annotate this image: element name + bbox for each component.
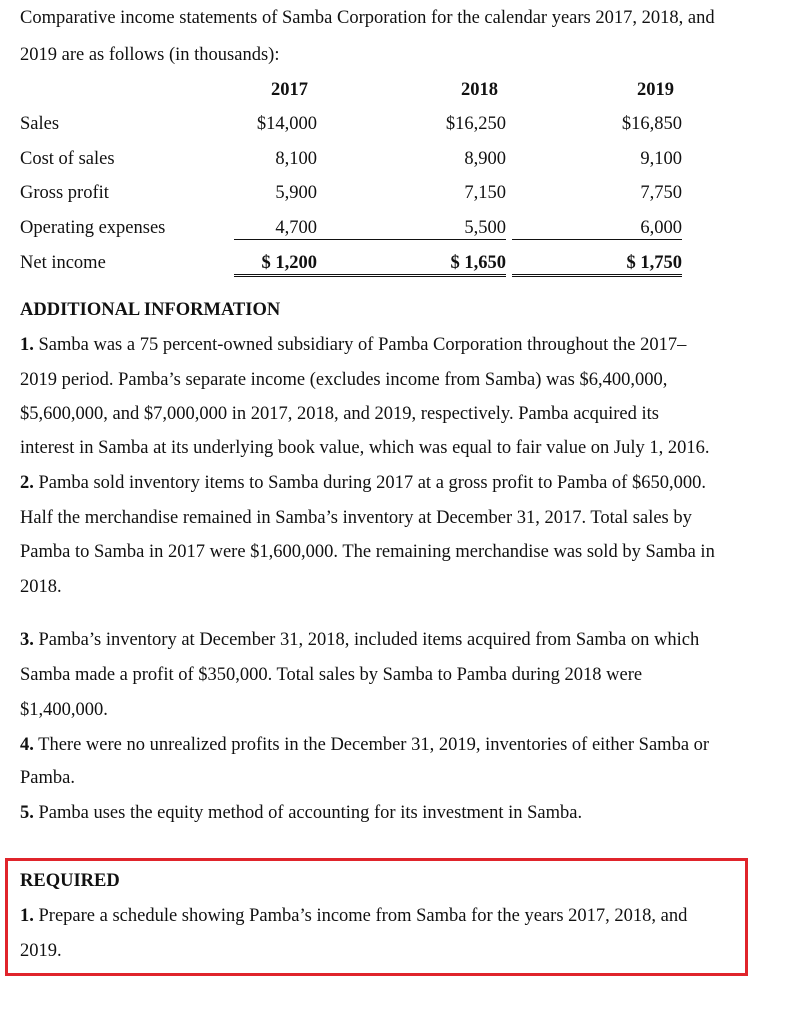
table-cell: 7,150 xyxy=(464,183,506,203)
row-label-operating-expenses: Operating expenses xyxy=(20,218,166,238)
total-value: $ 1,750 xyxy=(512,253,682,277)
required-line-2: 2019. xyxy=(20,941,62,961)
item-3-line-3: $1,400,000. xyxy=(20,700,108,720)
row-label-sales: Sales xyxy=(20,114,60,134)
row-label-cost-of-sales: Cost of sales xyxy=(20,149,115,169)
item-2-line-3: Pamba to Samba in 2017 were $1,600,000. The remaining merchandise was sold by Samba in xyxy=(20,542,715,562)
item-1-line-3: $5,600,000, and $7,000,000 in 2017, 2018, and 2019, respectively. Pamba acquired its xyxy=(20,404,659,424)
total-value: $ 1,200 xyxy=(234,253,317,277)
underlined-value: 6,000 xyxy=(512,218,682,240)
intro-line-2: 2019 are as follows (in thousands): xyxy=(20,45,280,65)
table-cell xyxy=(512,253,682,277)
row-label-gross-profit: Gross profit xyxy=(20,183,109,203)
item-3-line-2: Samba made a profit of $350,000. Total sales by Samba to Pamba during 2018 were xyxy=(20,665,643,685)
item-3-line-1 xyxy=(20,630,699,651)
item-2-line-2: Half the merchandise remained in Samba’s inventory at December 31, 2017. Total sales by xyxy=(20,508,692,528)
item-number: 5. xyxy=(20,803,34,823)
table-cell: 7,750 xyxy=(640,183,682,203)
item-4-line-2: Pamba. xyxy=(20,768,75,788)
item-1-line-1 xyxy=(20,335,686,356)
underlined-value: 5,500 xyxy=(242,218,506,240)
item-text: Pamba uses the equity method of accounting for its investment in Samba. xyxy=(38,803,583,823)
item-number: 2. xyxy=(20,473,34,493)
underlined-value: 4,700 xyxy=(234,218,317,240)
table-cell: $14,000 xyxy=(256,114,317,134)
item-4-line-1 xyxy=(20,735,709,756)
year-header-2019: 2019 xyxy=(637,80,674,100)
item-text: There were no unrealized profits in the December 31, 2019, inventories of either Samba or xyxy=(38,735,710,755)
table-cell xyxy=(242,218,506,240)
item-text: Pamba sold inventory items to Samba during 2017 at a gross profit to Pamba of $650,000. xyxy=(38,473,706,493)
year-header-2018: 2018 xyxy=(461,80,498,100)
year-header-2017: 2017 xyxy=(271,80,308,100)
item-1-line-4: interest in Samba at its underlying book value, which was equal to fair value on July 1, 2016. xyxy=(20,438,710,458)
table-cell: 8,100 xyxy=(275,149,317,169)
row-label-net-income: Net income xyxy=(20,253,106,273)
intro-line-1: Comparative income statements of Samba Corporation for the calendar years 2017, 2018, and xyxy=(20,8,715,28)
required-heading: REQUIRED xyxy=(20,871,120,891)
item-number: 4. xyxy=(20,735,34,755)
table-cell: 9,100 xyxy=(640,149,682,169)
item-number: 1. xyxy=(20,335,34,355)
item-2-line-4: 2018. xyxy=(20,577,62,597)
item-number: 3. xyxy=(20,630,34,650)
required-line-1 xyxy=(20,906,687,927)
table-cell xyxy=(512,218,682,240)
table-cell: 8,900 xyxy=(464,149,506,169)
item-1-line-2: 2019 period. Pamba’s separate income (excludes income from Samba) was $6,400,000, xyxy=(20,370,668,390)
table-cell xyxy=(242,253,506,277)
total-value: $ 1,650 xyxy=(242,253,506,277)
item-text: Pamba’s inventory at December 31, 2018, included items acquired from Samba on which xyxy=(38,630,700,650)
table-cell: $16,850 xyxy=(621,114,682,134)
item-5-line-1 xyxy=(20,803,582,824)
table-cell: 5,900 xyxy=(275,183,317,203)
required-number: 1. xyxy=(20,906,34,926)
additional-heading: ADDITIONAL INFORMATION xyxy=(20,300,281,320)
required-text: Prepare a schedule showing Pamba’s income from Samba for the years 2017, 2018, and xyxy=(38,906,688,926)
item-text: Samba was a 75 percent-owned subsidiary of Pamba Corporation throughout the 2017– xyxy=(38,335,687,355)
table-cell: $16,250 xyxy=(445,114,506,134)
item-2-line-1 xyxy=(20,473,706,494)
